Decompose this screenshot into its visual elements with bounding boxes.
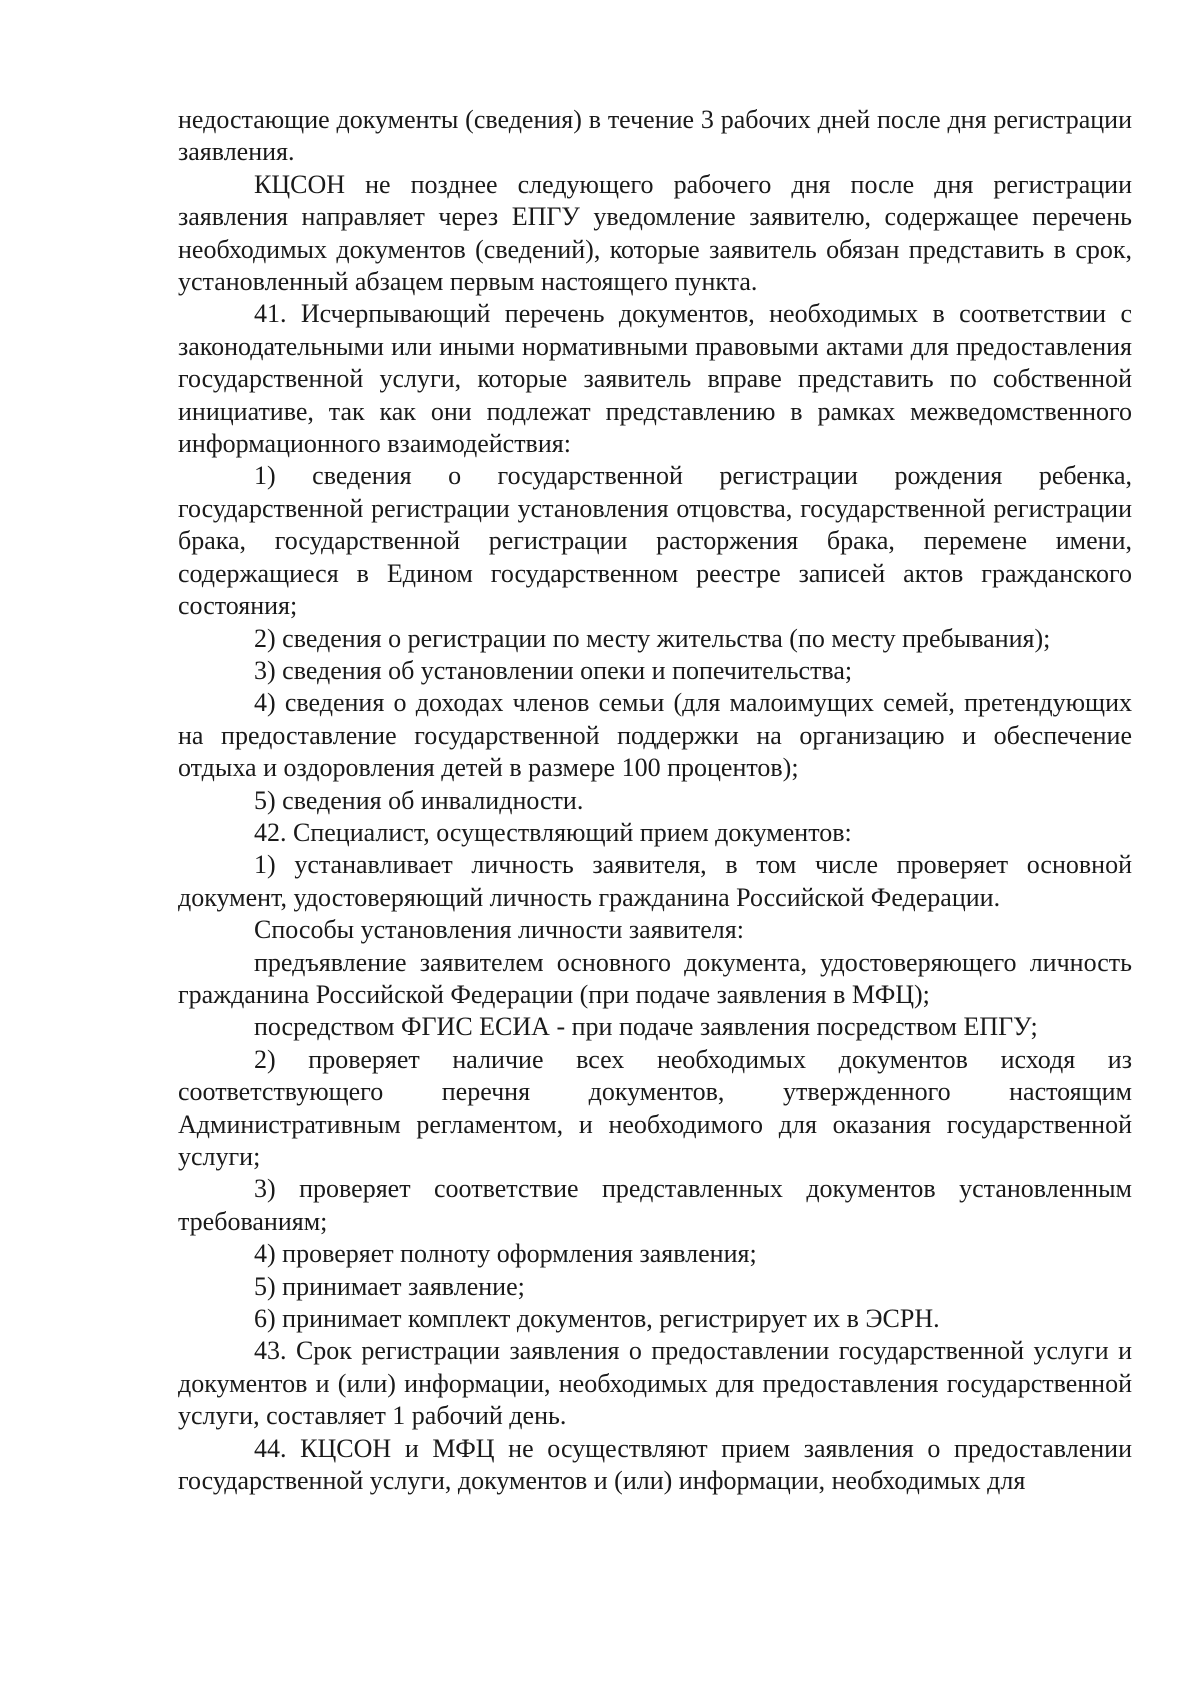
paragraph-41-item-4: 4) сведения о доходах членов семьи (для малоимущих семей, претендующих на предоставление государственной поддержки на организацию и обеспечение отдыха и оздоровления детей в размере 100 процентов);: [178, 688, 1132, 783]
paragraph-42-item-4: 4) проверяет полноту оформления заявления;: [254, 1239, 757, 1269]
paragraph-43: 43. Срок регистрации заявления о предоставлении государственной услуги и документов и (или) информации, необходимых для предоставления государственной услуги, составляет 1 рабочий день.: [178, 1336, 1132, 1431]
paragraph-41-item-2: 2) сведения о регистрации по месту жительства (по месту пребывания);: [254, 623, 1051, 653]
paragraph-41: 41. Исчерпывающий перечень документов, необходимых в соответствии с законодательными или иными нормативными правовыми актами для предоставления государственной услуги, которые заявитель вправе представить по собственной инициативе, так как они подлежат представлению в рамках межведомственного информационного взаимодействия:: [178, 299, 1132, 459]
paragraph-42: 42. Специалист, осуществляющий прием документов:: [254, 817, 852, 847]
paragraph-41-item-1: 1) сведения о государственной регистрации рождения ребенка, государственной регистрации установления отцовства, государственной регистрации брака, государственной регистрации расторжения брака, перемене имени, содержащиеся в Едином государственном реестре записей актов гражданского состояния;: [178, 461, 1132, 621]
document-page: [178, 104, 1132, 1497]
paragraph-42-item-1: 1) устанавливает личность заявителя, в том числе проверяет основной документ, удостоверяющий личность гражданина Российской Федерации.: [178, 850, 1132, 912]
paragraph-method-document: предъявление заявителем основного документа, удостоверяющего личность гражданина Российской Федерации (при подаче заявления в МФЦ);: [178, 947, 1132, 1009]
paragraph-42-item-2: 2) проверяет наличие всех необходимых документов исходя из соответствующего перечня документов, утвержденного настоящим Административным регламентом, и необходимого для оказания государственной услуги;: [178, 1044, 1132, 1171]
paragraph-kcson-notice: КЦСОН не позднее следующего рабочего дня после дня регистрации заявления направляет через ЕПГУ уведомление заявителю, содержащее перечень необходимых документов (сведений), которые заявитель обязан представить в срок, установленный абзацем первым настоящего пункта.: [178, 169, 1132, 297]
paragraph-continuation: недостающие документы (сведения) в течение 3 рабочих дней после дня регистрации заявления.: [178, 105, 1132, 167]
paragraph-44: 44. КЦСОН и МФЦ не осуществляют прием заявления о предоставлении государственной услуги, документов и (или) информации, необходимых для: [178, 1433, 1132, 1496]
paragraph-41-item-5: 5) сведения об инвалидности.: [254, 785, 584, 815]
paragraph-identification-methods: Способы установления личности заявителя:: [254, 915, 744, 945]
paragraph-42-item-5: 5) принимает заявление;: [254, 1271, 525, 1301]
paragraph-42-item-6: 6) принимает комплект документов, регистрирует их в ЭСРН.: [254, 1304, 940, 1334]
paragraph-method-esia: посредством ФГИС ЕСИА - при подаче заявления посредством ЕПГУ;: [254, 1012, 1038, 1042]
paragraph-41-item-3: 3) сведения об установлении опеки и попечительства;: [254, 655, 853, 685]
paragraph-42-item-3: 3) проверяет соответствие представленных документов установленным требованиям;: [178, 1174, 1132, 1236]
